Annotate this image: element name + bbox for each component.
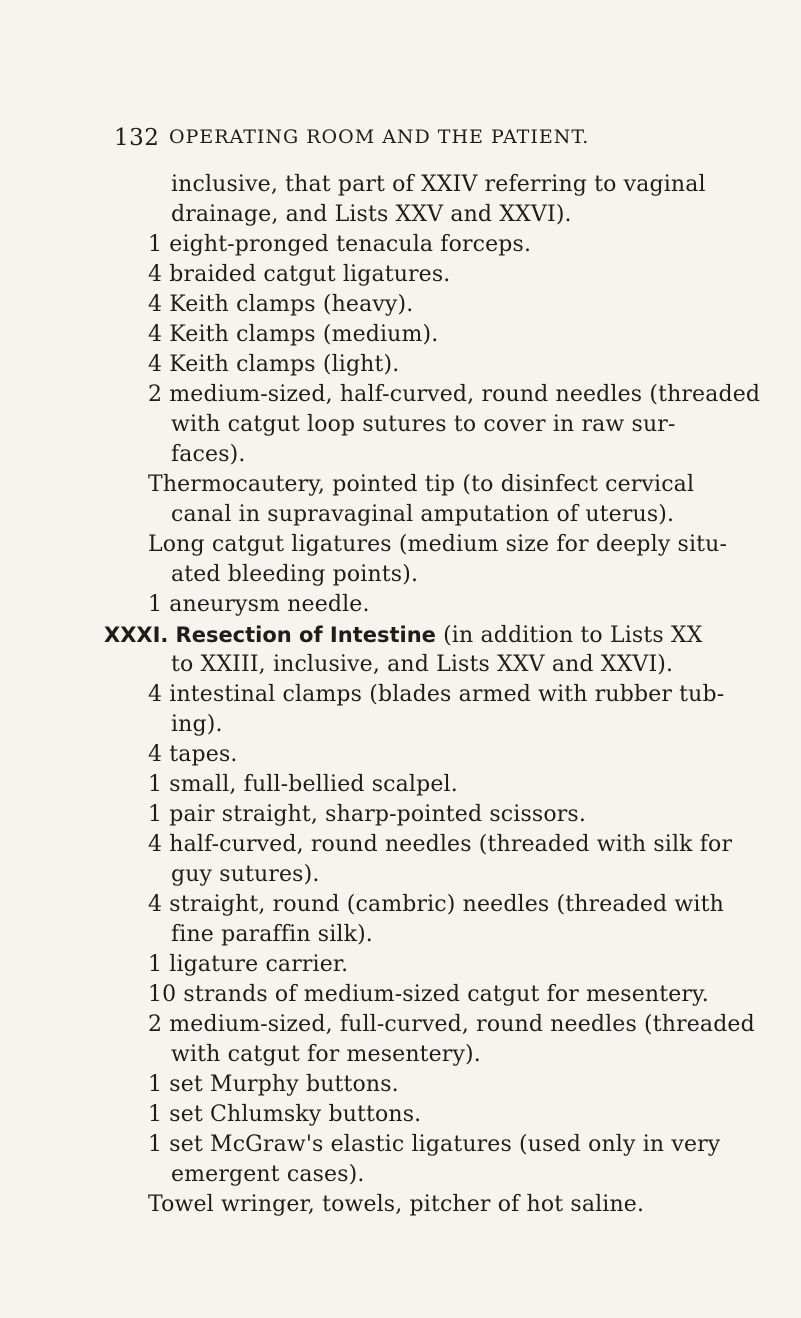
list-item: 2 medium-sized, half-curved, round needles (threaded (148, 382, 761, 407)
section-number: XXXI. (104, 623, 169, 647)
list-item-continuation: guy sutures). (171, 862, 320, 887)
list-item: 4 intestinal clamps (blades armed with rubber tub- (148, 682, 725, 707)
list-item-continuation: fine paraffin silk). (171, 922, 373, 947)
list-item-continuation: with catgut loop sutures to cover in raw sur- (171, 412, 676, 437)
list-item: 1 ligature carrier. (148, 952, 349, 977)
list-item: 1 set McGraw's elastic ligatures (used only in very (148, 1132, 721, 1157)
list-item-continuation: with catgut for mesentery). (171, 1042, 481, 1067)
list-item: 1 eight-pronged tenacula forceps. (148, 232, 532, 257)
list-item: 4 Keith clamps (medium). (148, 322, 439, 347)
list-item: 4 Keith clamps (heavy). (148, 292, 414, 317)
list-item-continuation: ing). (171, 712, 223, 737)
section-heading-line (104, 620, 703, 651)
list-item: Thermocautery, pointed tip (to disinfect cervical (148, 472, 695, 497)
text-line: to XXIII, inclusive, and Lists XXV and XXVI). (171, 652, 674, 677)
section-note: (in addition to Lists XX (443, 623, 703, 648)
list-item: 1 set Chlumsky buttons. (148, 1102, 422, 1127)
list-item: 1 pair straight, sharp-pointed scissors. (148, 802, 586, 827)
list-item: 1 aneurysm needle. (148, 592, 370, 617)
list-item-continuation: emergent cases). (171, 1162, 365, 1187)
list-item: Long catgut ligatures (medium size for deeply situ- (148, 532, 728, 557)
list-item: 4 straight, round (cambric) needles (threaded with (148, 892, 724, 917)
list-item: 4 braided catgut ligatures. (148, 262, 451, 287)
list-item-continuation: ated bleeding points). (171, 562, 419, 587)
text-line: drainage, and Lists XXV and XXVI). (171, 202, 572, 227)
list-item: 10 strands of medium-sized catgut for mesentery. (148, 982, 709, 1007)
page-number: 132 (114, 125, 160, 151)
list-item: 1 set Murphy buttons. (148, 1072, 399, 1097)
list-item: 1 small, full-bellied scalpel. (148, 772, 458, 797)
running-head-title: OPERATING ROOM AND THE PATIENT. (169, 126, 590, 148)
list-item: Towel wringer, towels, pitcher of hot saline. (148, 1192, 645, 1217)
text-line: inclusive, that part of XXIV referring to vaginal (171, 172, 706, 197)
list-item: 2 medium-sized, full-curved, round needles (threaded (148, 1012, 755, 1037)
list-item-continuation: canal in supravaginal amputation of uterus). (171, 502, 675, 527)
section-title: Resection of Intestine (175, 623, 436, 647)
list-item: 4 Keith clamps (light). (148, 352, 400, 377)
list-item: 4 half-curved, round needles (threaded with silk for (148, 832, 733, 857)
list-item-continuation: faces). (171, 442, 246, 467)
list-item: 4 tapes. (148, 742, 238, 767)
